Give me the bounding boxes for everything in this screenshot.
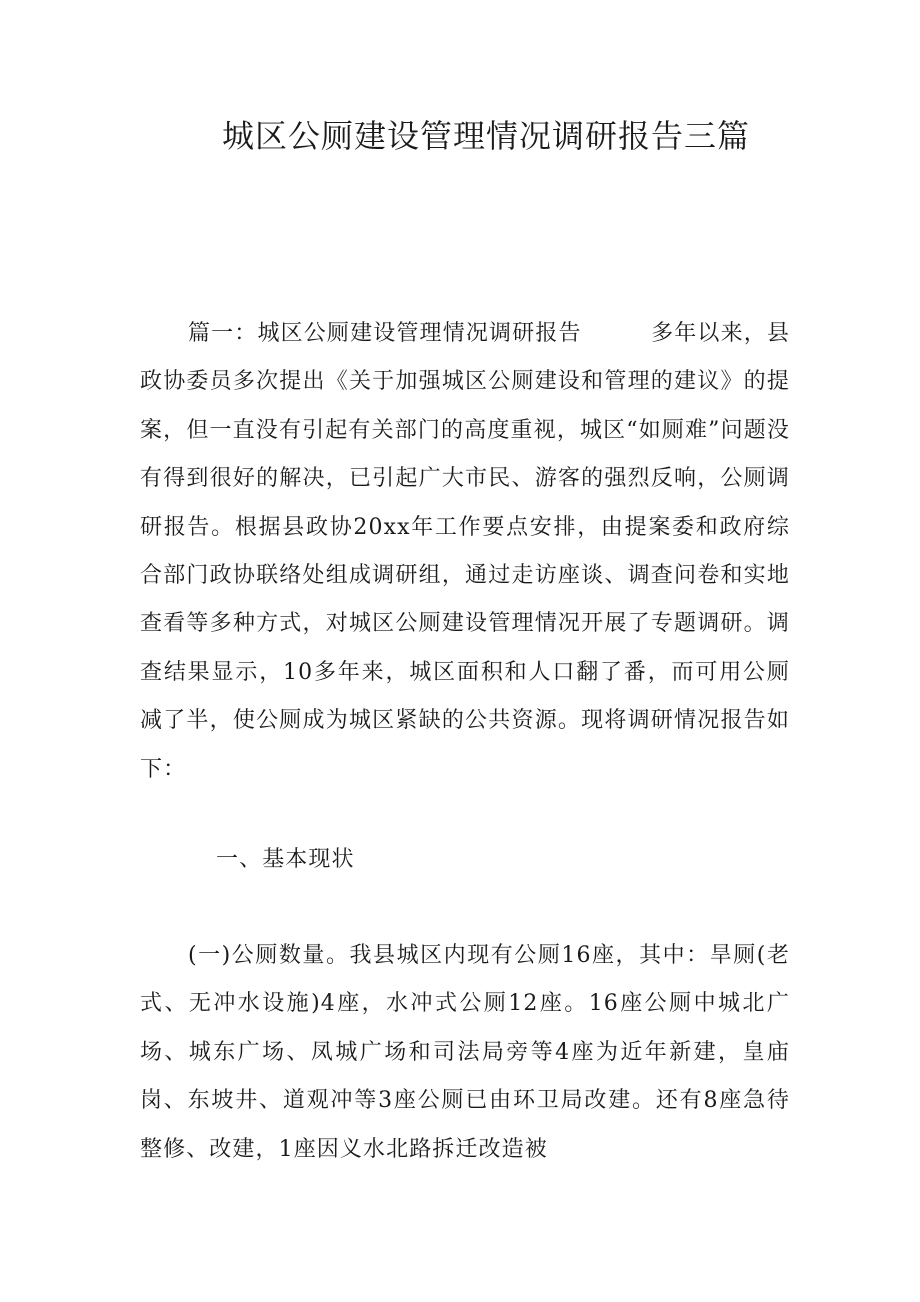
document-title: 城区公厕建设管理情况调研报告三篇 — [222, 117, 751, 155]
section-paragraph: (一)公厕数量。我县城区内现有公厕16座，其中：旱厕(老式、无冲水设施)4座，水冲式公厕12座。16座公厕中城北广场、城东广场、凤城广场和司法局旁等4座为近年新建，皇庙岗、东坡井、道观冲等3座公厕已由环卫局改建。还有8座急待整修、改建，1座因义水北路拆迁改造被 — [140, 943, 790, 1162]
intro-paragraph: 篇一：城区公厕建设管理情况调研报告 多年以来，县政协委员多次提出《关于加强城区公厕建设和管理的建议》的提案，但一直没有引起有关部门的高度重视，城区“如厕难”问题没有得到很好的解决，已引起广大市民、游客的强烈反响，公厕调研报告。根据县政协20xx年工作要点安排，由提案委和政府综合部门政协联络处组成调研组，通过走访座谈、调查问卷和实地查看等多种方式，对城区公厕建设管理情况开展了专题调研。调查结果显示，10多年来，城区面积和人口翻了番，而可用公厕减了半，使公厕成为城区紧缺的公共资源。现将调研情况报告如下： — [140, 321, 790, 782]
section-heading: 一、基本现状 — [216, 847, 355, 872]
